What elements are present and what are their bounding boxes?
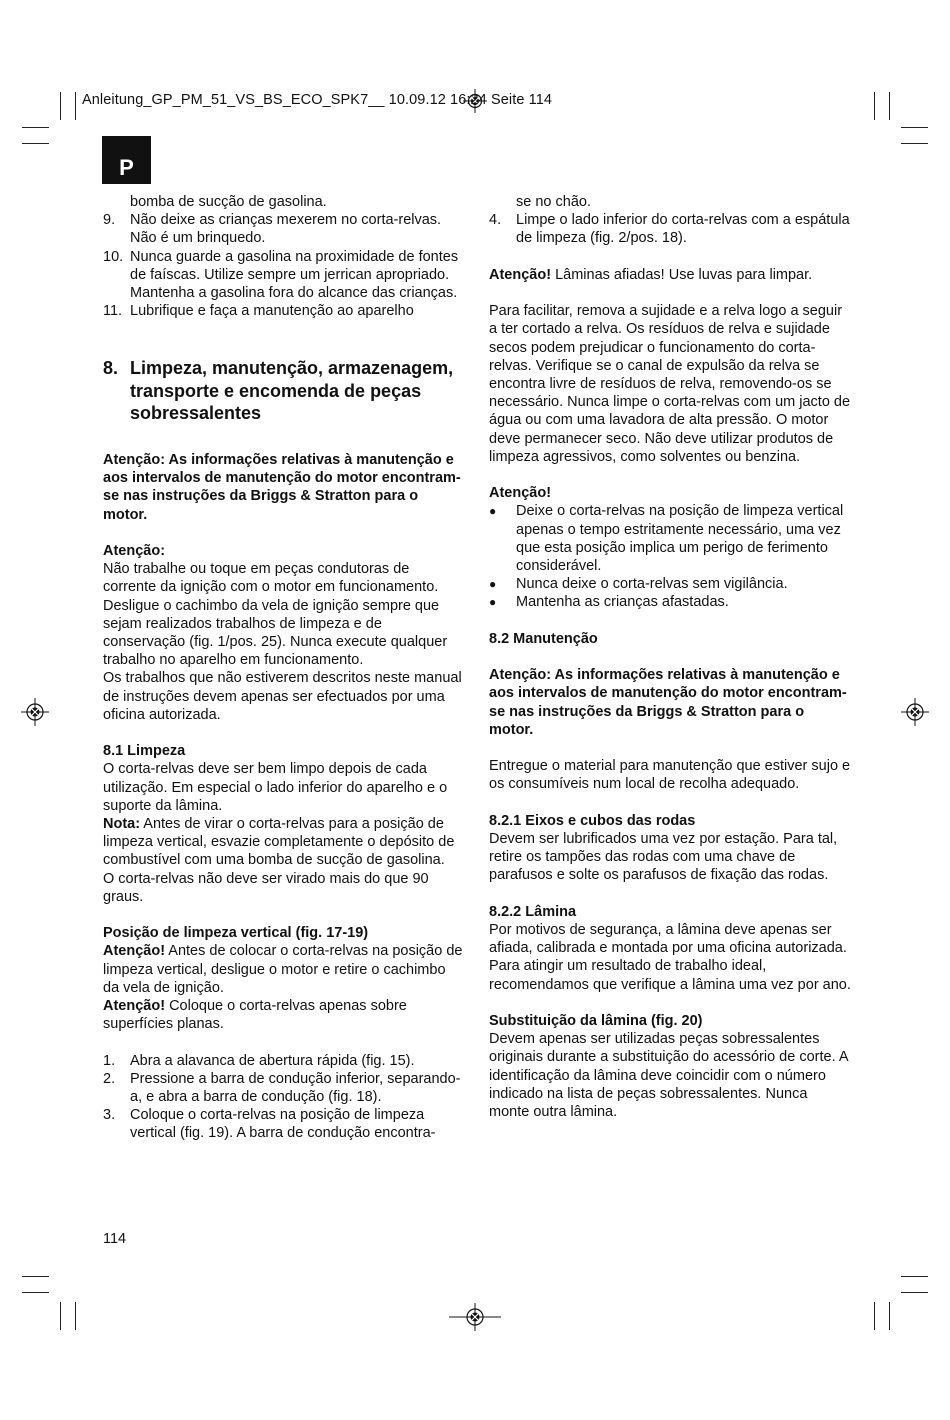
paragraph: Para facilitar, remova a sujidade e a relva logo a seguir a ter cortado a relva. Os resíduos de relva e sujidade secos podem prejudicar o funcionamento do corta-relvas. Verifique se o canal de expulsão da relva se encontra livre de resíduos de relva, removendo-os se necessário. Nunca limpe o corta-relvas com um jacto de água ou com uma lavadora de alta pressão. O motor deve permanecer seco. Não deve utilizar produtos de limpeza agressivos, como solventes ou benzina. bbox=[489, 303, 851, 465]
crop-mark bbox=[22, 143, 49, 144]
bullet-item bbox=[489, 502, 851, 575]
item-number: 3. bbox=[103, 1107, 116, 1124]
list-item bbox=[103, 1052, 463, 1070]
item-text: Coloque o corta-relvas na posição de limpeza vertical (fig. 19). A barra de condução encontra- bbox=[130, 1107, 436, 1142]
item-number: 9. bbox=[103, 212, 116, 229]
subsection-heading: Posição de limpeza vertical (fig. 17-19) bbox=[103, 925, 369, 942]
crop-mark bbox=[889, 92, 890, 120]
crop-mark bbox=[901, 1292, 928, 1293]
list-item bbox=[103, 248, 463, 303]
note-text: Antes de virar o corta-relvas para a posição de limpeza vertical, esvazie completamente o depósito de combustível com uma bomba de sucção de gasolina. bbox=[103, 815, 455, 869]
item-number: 4. bbox=[489, 212, 502, 229]
registration-mark-icon bbox=[449, 1303, 501, 1331]
crop-mark bbox=[901, 143, 928, 144]
subsection-heading: 8.2.1 Eixos e cubos das rodas bbox=[489, 812, 696, 829]
registration-mark-icon bbox=[21, 698, 49, 726]
list-item bbox=[103, 211, 463, 247]
subsection-heading: 8.1 Limpeza bbox=[103, 743, 186, 760]
bullet-text: Mantenha as crianças afastadas. bbox=[516, 594, 729, 611]
crop-mark bbox=[75, 92, 76, 120]
attention-label: Atenção! bbox=[489, 485, 552, 502]
crop-mark bbox=[889, 1302, 890, 1330]
note-label: Nota: bbox=[103, 815, 141, 832]
right-column bbox=[489, 193, 851, 1121]
list-item bbox=[103, 1070, 463, 1106]
crop-mark bbox=[60, 1302, 61, 1330]
bullet-text: Nunca deixe o corta-relvas sem vigilância. bbox=[516, 576, 788, 593]
heading-text: Limpeza, manutenção, armazenagem, transporte e encomenda de peças sobressalentes bbox=[130, 358, 454, 424]
paragraph bbox=[103, 942, 463, 997]
crop-mark bbox=[60, 92, 61, 120]
crop-mark bbox=[22, 1292, 49, 1293]
bullet-icon: ● bbox=[489, 504, 497, 519]
crop-mark bbox=[75, 1302, 76, 1330]
list-item bbox=[103, 302, 463, 320]
warning-paragraph: Atenção: As informações relativas à manutenção e aos intervalos de manutenção do motor encontram-se nas instruções da Briggs & Stratton para o motor. bbox=[103, 451, 461, 523]
bullet-item bbox=[489, 575, 851, 593]
paragraph bbox=[103, 815, 463, 870]
paragraph: O corta-relvas não deve ser virado mais do que 90 graus. bbox=[103, 870, 429, 905]
crop-mark bbox=[22, 1276, 49, 1277]
item-text: Pressione a barra de condução inferior, separando-a, e abra a barra de condução (fig. 18). bbox=[130, 1070, 461, 1105]
item-number: 1. bbox=[103, 1052, 116, 1069]
crop-mark bbox=[901, 127, 928, 128]
attention-label: Atenção! bbox=[489, 266, 552, 283]
list-item bbox=[489, 211, 851, 247]
page-number: 114 bbox=[103, 1231, 127, 1247]
paragraph: Os trabalhos que não estiverem descritos neste manual de instruções devem apenas ser efectuados por uma oficina autorizada. bbox=[103, 670, 462, 723]
paragraph: Devem apenas ser utilizadas peças sobressalentes originais durante a substituição do acessório de corte. A identificação da lâmina deve coincidir com o número indicado na lista de peças sobressalentes. Nunca monte outra lâmina. bbox=[489, 1031, 848, 1121]
item-number: 10. bbox=[103, 248, 124, 265]
list-item bbox=[103, 1106, 463, 1142]
subsection-heading: 8.2 Manutenção bbox=[489, 630, 598, 647]
item-text: Nunca guarde a gasolina na proximidade de fontes de faíscas. Utilize sempre um jerrican apropriado. Mantenha a gasolina fora do alcance das crianças. bbox=[130, 248, 459, 302]
item-number: 11. bbox=[103, 303, 123, 320]
heading-number: 8. bbox=[103, 358, 119, 379]
language-badge bbox=[102, 136, 151, 184]
subsection-heading: 8.2.2 Lâmina bbox=[489, 903, 577, 920]
crop-mark bbox=[874, 1302, 875, 1330]
crop-mark bbox=[874, 92, 875, 120]
registration-mark-icon bbox=[901, 698, 929, 726]
bullet-icon: ● bbox=[489, 577, 497, 592]
paragraph: Entregue o material para manutenção que estiver sujo e os consumíveis num local de recolha adequado. bbox=[489, 758, 851, 793]
item-text: Limpe o lado inferior do corta-relvas com a espátula de limpeza (fig. 2/pos. 18). bbox=[516, 212, 850, 247]
crop-mark bbox=[901, 1276, 928, 1277]
bullet-text: Deixe o corta-relvas na posição de limpeza vertical apenas o tempo estritamente necessário, uma vez que esta posição implica um perigo de ferimento considerável. bbox=[516, 503, 844, 575]
subsection-heading: Substituição da lâmina (fig. 20) bbox=[489, 1013, 703, 1029]
file-header: Anleitung_GP_PM_51_VS_BS_ECO_SPK7__ 10.09.12 16:24 Seite 114 bbox=[82, 92, 553, 108]
attention-text: Lâminas afiadas! Use luvas para limpar. bbox=[551, 266, 813, 283]
attention-label: Atenção! bbox=[103, 997, 166, 1014]
item-text: Abra a alavanca de abertura rápida (fig. 15). bbox=[130, 1052, 415, 1069]
paragraph bbox=[103, 997, 463, 1033]
paragraph: Não trabalhe ou toque em peças condutoras de corrente da ignição com o motor em funcionamento. Desligue o cachimbo da vela de ignição sempre que sejam realizados trabalhos de limpeza e de conservação (fig. 1/pos. 25). Nunca execute qualquer trabalho no aparelho em funcionamento. bbox=[103, 561, 448, 669]
paragraph: O corta-relvas deve ser bem limpo depois de cada utilização. Em especial o lado inferior do aparelho e o suporte da lâmina. bbox=[103, 761, 448, 814]
attention-label: Atenção! bbox=[103, 943, 166, 960]
paragraph: se no chão. bbox=[516, 194, 591, 210]
paragraph: bomba de sucção de gasolina. bbox=[130, 194, 327, 210]
bullet-item bbox=[489, 593, 851, 611]
item-text: Não deixe as crianças mexerem no corta-relvas. Não é um brinquedo. bbox=[130, 212, 442, 247]
paragraph: Devem ser lubrificados uma vez por estação. Para tal, retire os tampões das rodas com uma chave de parafusos e solte os parafusos de fixação das rodas. bbox=[489, 831, 838, 884]
paragraph: Por motivos de segurança, a lâmina deve apenas ser afiada, calibrada e montada por uma oficina autorizada. Para atingir um resultado de trabalho ideal, recomendamos que verifique a lâmina uma vez por ano. bbox=[489, 922, 851, 993]
left-column bbox=[103, 193, 463, 1143]
bullet-icon: ● bbox=[489, 595, 497, 610]
attention-text: Antes de colocar o corta-relvas na posição de limpeza vertical, desligue o motor e retire o cachimbo da vela de ignição. bbox=[103, 943, 463, 996]
item-text: Lubrifique e faça a manutenção ao aparelho bbox=[130, 303, 414, 320]
section-heading bbox=[103, 357, 463, 425]
paragraph bbox=[489, 266, 851, 284]
attention-text: Coloque o corta-relvas apenas sobre superfícies planas. bbox=[103, 997, 407, 1033]
crop-mark bbox=[22, 127, 49, 128]
attention-label: Atenção: bbox=[103, 542, 166, 559]
language-badge-label: P bbox=[119, 155, 134, 180]
item-number: 2. bbox=[103, 1070, 116, 1087]
warning-paragraph: Atenção: As informações relativas à manutenção e aos intervalos de manutenção do motor encontram-se nas instruções da Briggs & Stratton para o motor. bbox=[489, 667, 847, 738]
